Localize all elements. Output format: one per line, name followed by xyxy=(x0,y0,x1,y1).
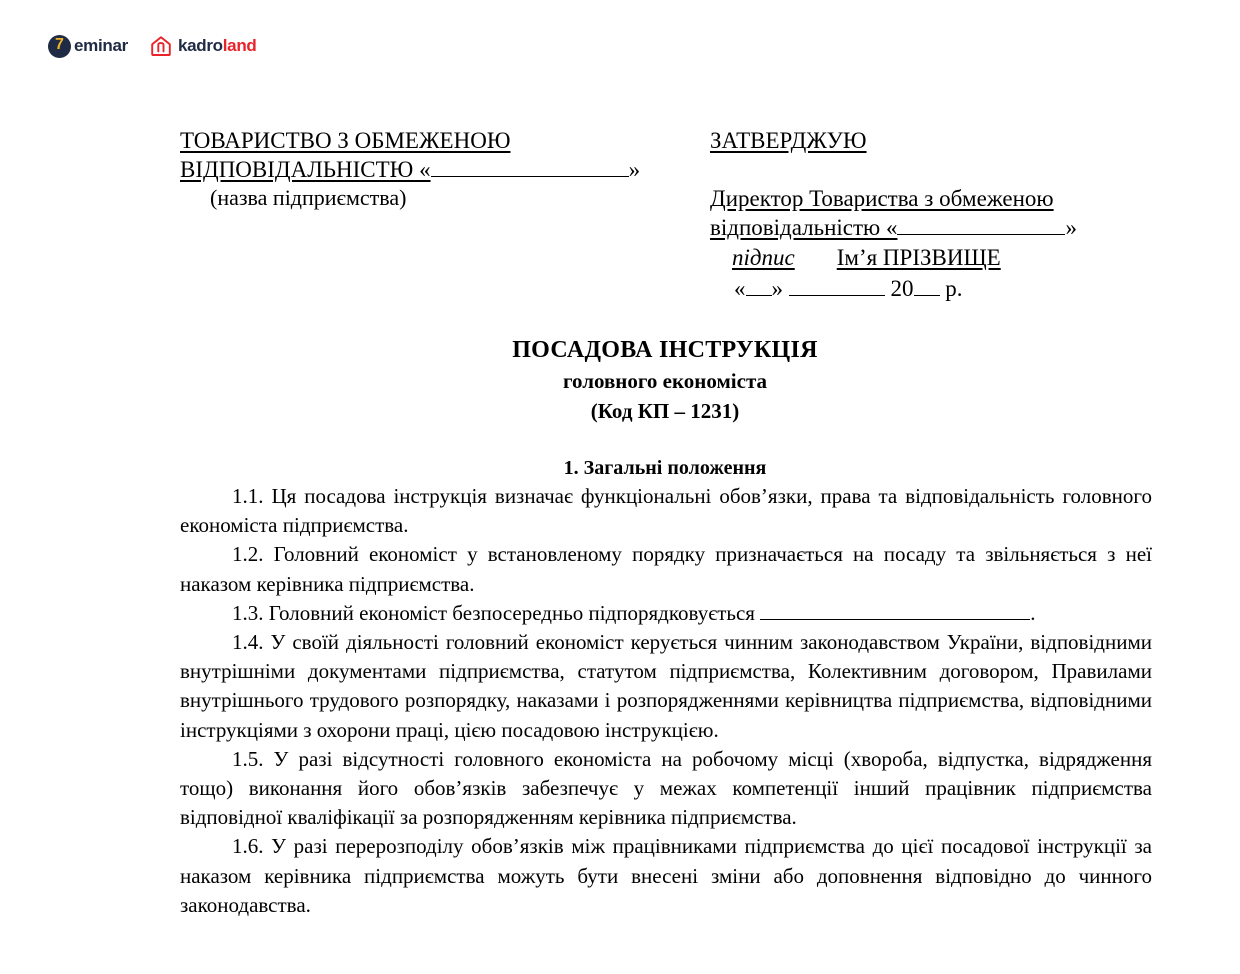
paragraph-1-5: 1.5. У разі відсутності головного економіста на робочому місці (хвороба, відпустка, відрядження тощо) виконання його обов’язків забезпечує у межах компетенції інший працівник підприємства відповідної кваліфікації за розпорядженням керівника підприємства. xyxy=(180,746,1152,830)
approver-name-label: Ім’я ПРІЗВИЩЕ xyxy=(836,245,1001,270)
header-approval-block xyxy=(670,126,1150,304)
seminar-wordmark: eminar xyxy=(74,36,128,55)
supervisor-blank[interactable] xyxy=(760,619,1030,620)
date-year-suffix: р. xyxy=(945,276,963,301)
paragraph-1-3-text: 1.3. Головний економіст безпосередньо підпорядковується xyxy=(232,600,755,625)
signature-row xyxy=(710,242,1150,273)
company-line-1: ТОВАРИСТВО З ОБМЕЖЕНОЮ xyxy=(180,128,511,153)
kadroland-word-kadro: kadro xyxy=(177,36,223,55)
date-year-blank[interactable] xyxy=(914,295,940,296)
date-row xyxy=(710,273,1150,304)
header-company-block xyxy=(180,126,670,304)
section-body xyxy=(180,482,1152,920)
company-line-2-suffix: » xyxy=(628,157,641,182)
paragraph-1-3-period: . xyxy=(1030,600,1036,625)
document-header xyxy=(180,126,1150,304)
company-name-blank[interactable] xyxy=(431,176,629,177)
document-code: (Код КП – 1231) xyxy=(590,399,740,423)
document-subtitle: головного економіста xyxy=(562,369,768,393)
approver-company-blank[interactable] xyxy=(897,234,1065,235)
signature-label: підпис xyxy=(732,245,795,270)
kadroland-wordmark xyxy=(178,36,257,56)
document-title-block xyxy=(180,334,1150,426)
date-day-blank[interactable] xyxy=(746,295,772,296)
paragraph-1-6: 1.6. У разі перерозподілу обов’язків між працівниками підприємства до цієї посадової інструкції за наказом керівника підприємства можуть бути внесені зміни або доповнення відповідно до чинного законодавства. xyxy=(180,834,1152,917)
company-line-2 xyxy=(180,155,670,184)
approver-line-2 xyxy=(710,213,1150,242)
date-open-quote: « xyxy=(734,276,746,301)
kadroland-word-land: land xyxy=(222,36,257,55)
kadroland-house-icon xyxy=(150,35,172,57)
seminar-logo[interactable] xyxy=(48,35,128,58)
date-month-blank[interactable] xyxy=(789,295,885,296)
document-title: ПОСАДОВА ІНСТРУКЦІЯ xyxy=(512,337,818,363)
approver-line-1: Директор Товариства з обмеженою xyxy=(710,186,1054,211)
paragraph-1-4: 1.4. У своїй діяльності головний економіст керується чинним законодавством України, відповідними внутрішніми документами підприємства, статутом підприємства, Колективним договором, Правилами внутрішнього трудового розпорядку, наказами і розпорядженнями керівництва підприємства, відповідними інструкціями з охорони праці, цією посадовою інструкцією. xyxy=(180,630,1152,742)
seminar-seven-icon xyxy=(48,35,71,58)
approver-line-2-suffix: » xyxy=(1065,215,1077,240)
company-caption: (назва підприємства) xyxy=(210,185,407,210)
approval-label: ЗАТВЕРДЖУЮ xyxy=(710,128,867,153)
paragraph-1-1: 1.1. Ця посадова інструкція визначає функціональні обов’язки, права та відповідальність головного економіста підприємства. xyxy=(180,484,1152,538)
seminar-seven-glyph: 7 xyxy=(55,36,64,53)
paragraph-1-3 xyxy=(180,599,1152,628)
brand-logo-bar xyxy=(48,30,257,62)
date-close-quote: » xyxy=(771,276,783,301)
date-year-prefix: 20 xyxy=(890,276,914,301)
company-line-2-prefix: ВІДПОВІДАЛЬНІСТЮ « xyxy=(180,157,431,182)
paragraph-1-2: 1.2. Головний економіст у встановленому порядку призначається на посаду та звільняється з неї наказом керівника підприємства. xyxy=(180,542,1152,596)
approver-line-2-prefix: відповідальністю « xyxy=(710,215,898,240)
kadroland-logo[interactable] xyxy=(150,35,257,57)
section-heading: 1. Загальні положення xyxy=(563,457,767,479)
